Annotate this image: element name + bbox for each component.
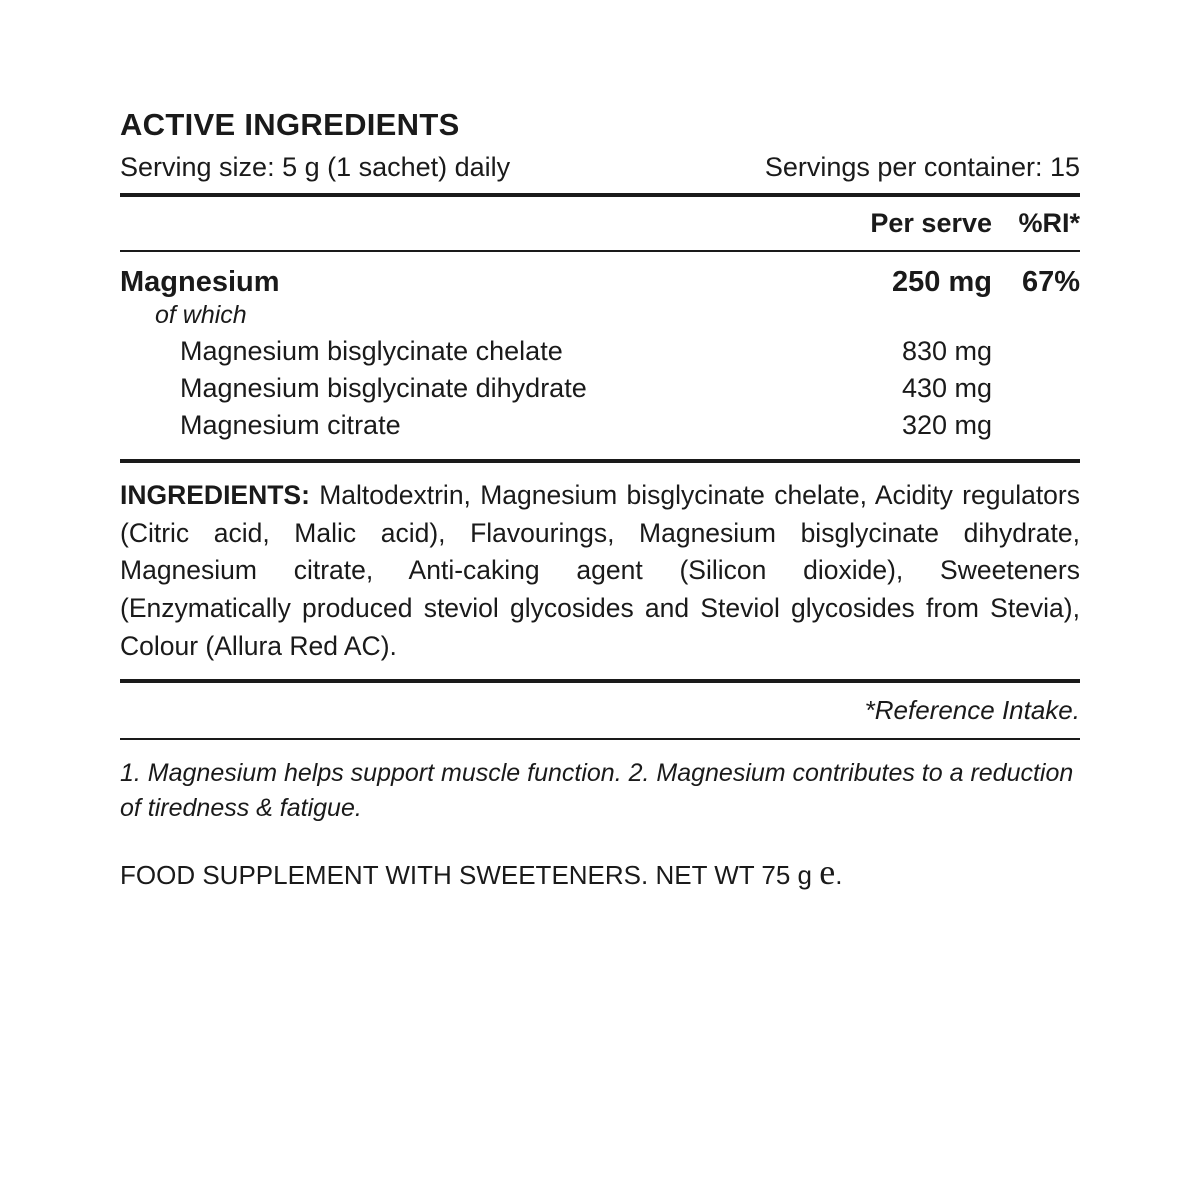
footer-line <box>120 826 1080 891</box>
table-row <box>120 404 1080 441</box>
nutrient-name: Magnesium bisglycinate chelate <box>180 336 563 367</box>
serving-size-text: Serving size: 5 g (1 sachet) daily <box>120 152 511 183</box>
ingredients-text: Maltodextrin, Magnesium bisglycinate chelate, Acidity regulators (Citric acid, Malic acid), Flavourings, Magnesium bisglycinate dihydrate, Magnesium citrate, Anti-caking agent (Silicon dioxide), Sweeteners (Enzymatically produced steviol glycosides and Steviol glycosides from Stevia), Colour (Allura Red AC). <box>120 480 1080 661</box>
column-header-amount: Per serve <box>870 208 992 239</box>
table-row <box>120 330 1080 367</box>
estimated-sign-icon: e <box>819 852 836 893</box>
of-which-label: of which <box>155 301 247 330</box>
supplement-facts-panel <box>120 108 1080 891</box>
spacer <box>120 441 1080 459</box>
panel-title: ACTIVE INGREDIENTS <box>120 107 460 142</box>
nutrient-name: Magnesium citrate <box>180 410 401 441</box>
nutrient-amount: 250 mg <box>892 266 992 299</box>
nutrient-amount: 430 mg <box>901 373 992 404</box>
table-row <box>120 252 1080 299</box>
nutrient-name: Magnesium <box>120 266 280 299</box>
footer-text: FOOD SUPPLEMENT WITH SWEETENERS. NET WT 75 g <box>120 860 820 891</box>
nutrient-amount: 320 mg <box>901 410 992 441</box>
footer-end: . <box>835 860 843 891</box>
column-header-ri: %RI* <box>1018 208 1080 239</box>
nutrient-amount: 830 mg <box>901 336 992 367</box>
nutrient-ri: 67% <box>1021 266 1080 299</box>
table-column-headers <box>120 197 1080 250</box>
servings-per-container-text: Servings per container: 15 <box>764 152 1080 183</box>
serving-info-row <box>120 152 1080 193</box>
reference-intake-note: *Reference Intake. <box>864 695 1080 726</box>
ingredients-label: INGREDIENTS: <box>120 480 310 511</box>
nutrient-name: Magnesium bisglycinate dihydrate <box>180 373 587 404</box>
health-claims-text: 1. Magnesium helps support muscle function. 2. Magnesium contributes to a reduction of tiredness & fatigue. <box>120 759 1074 823</box>
ingredients-paragraph <box>120 463 1080 679</box>
table-row <box>120 367 1080 404</box>
